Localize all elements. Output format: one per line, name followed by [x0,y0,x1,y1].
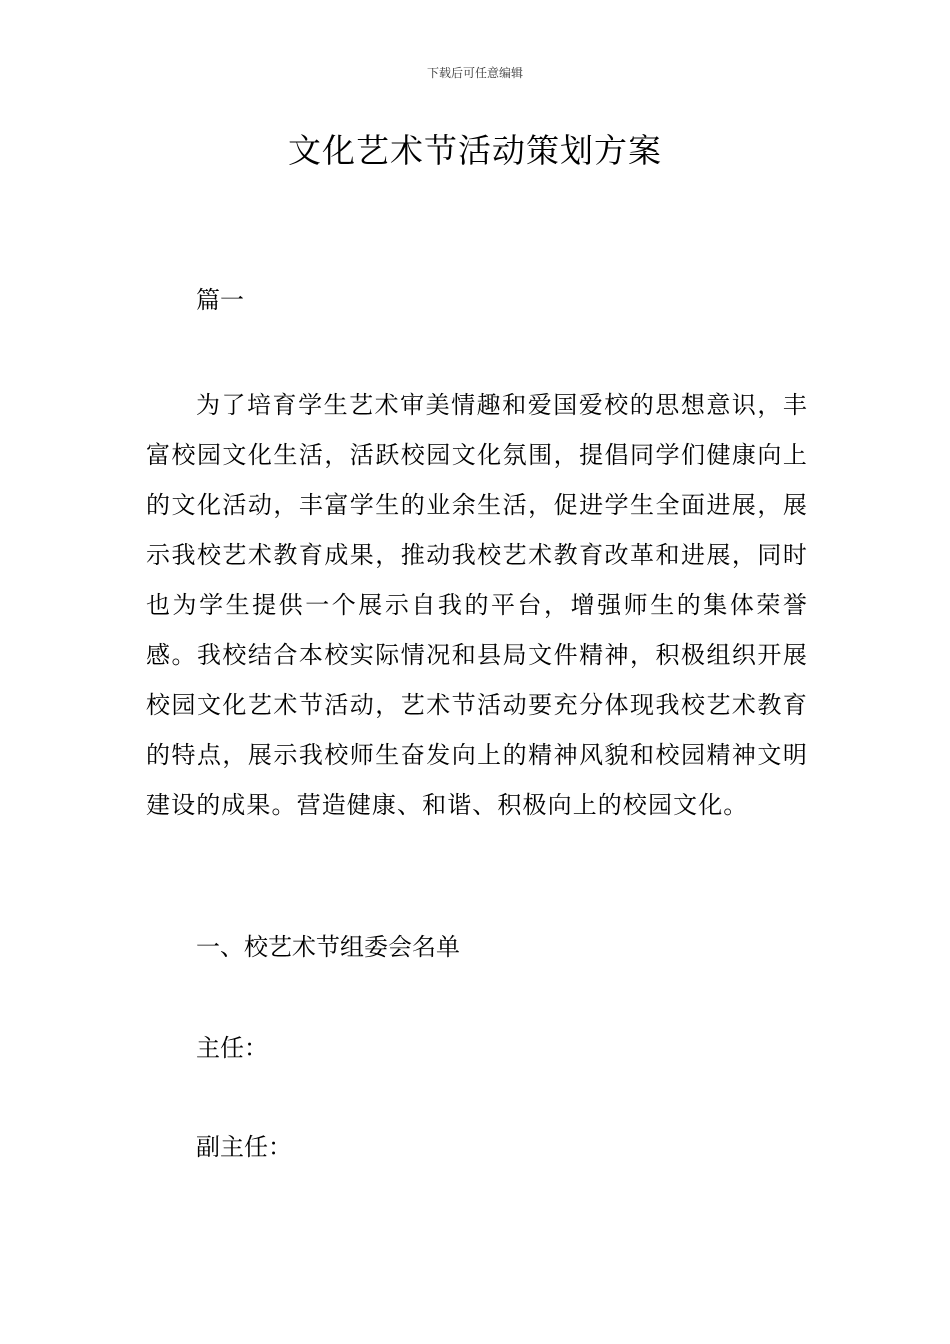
director-label: 主任： [196,1034,268,1062]
intro-paragraph: 为了培育学生艺术审美情趣和爱国爱校的思想意识，丰富校园文化生活，活跃校园文化氛围，提倡同学们健康向上的文化活动，丰富学生的业余生活，促进学生全面进展，展示我校艺术教育成果，推动我校艺术教育改革和进展，同时也为学生提供一个展示自我的平台，增强师生的集体荣誉感。我校结合本校实际情况和县局文件精神，积极组织开展校园文化艺术节活动，艺术节活动要充分体现我校艺术教育的特点，展示我校师生奋发向上的精神风貌和校园精神文明建设的成果。营造健康、和谐、积极向上的校园文化。 [146,391,808,819]
document-title: 文化艺术节活动策划方案 [288,131,662,170]
header-note: 下载后可任意编辑 [426,66,523,80]
deputy-director-label: 副主任： [196,1133,292,1161]
chapter-label: 篇一 [196,286,244,314]
section-heading-committee: 一、校艺术节组委会名单 [196,933,460,961]
